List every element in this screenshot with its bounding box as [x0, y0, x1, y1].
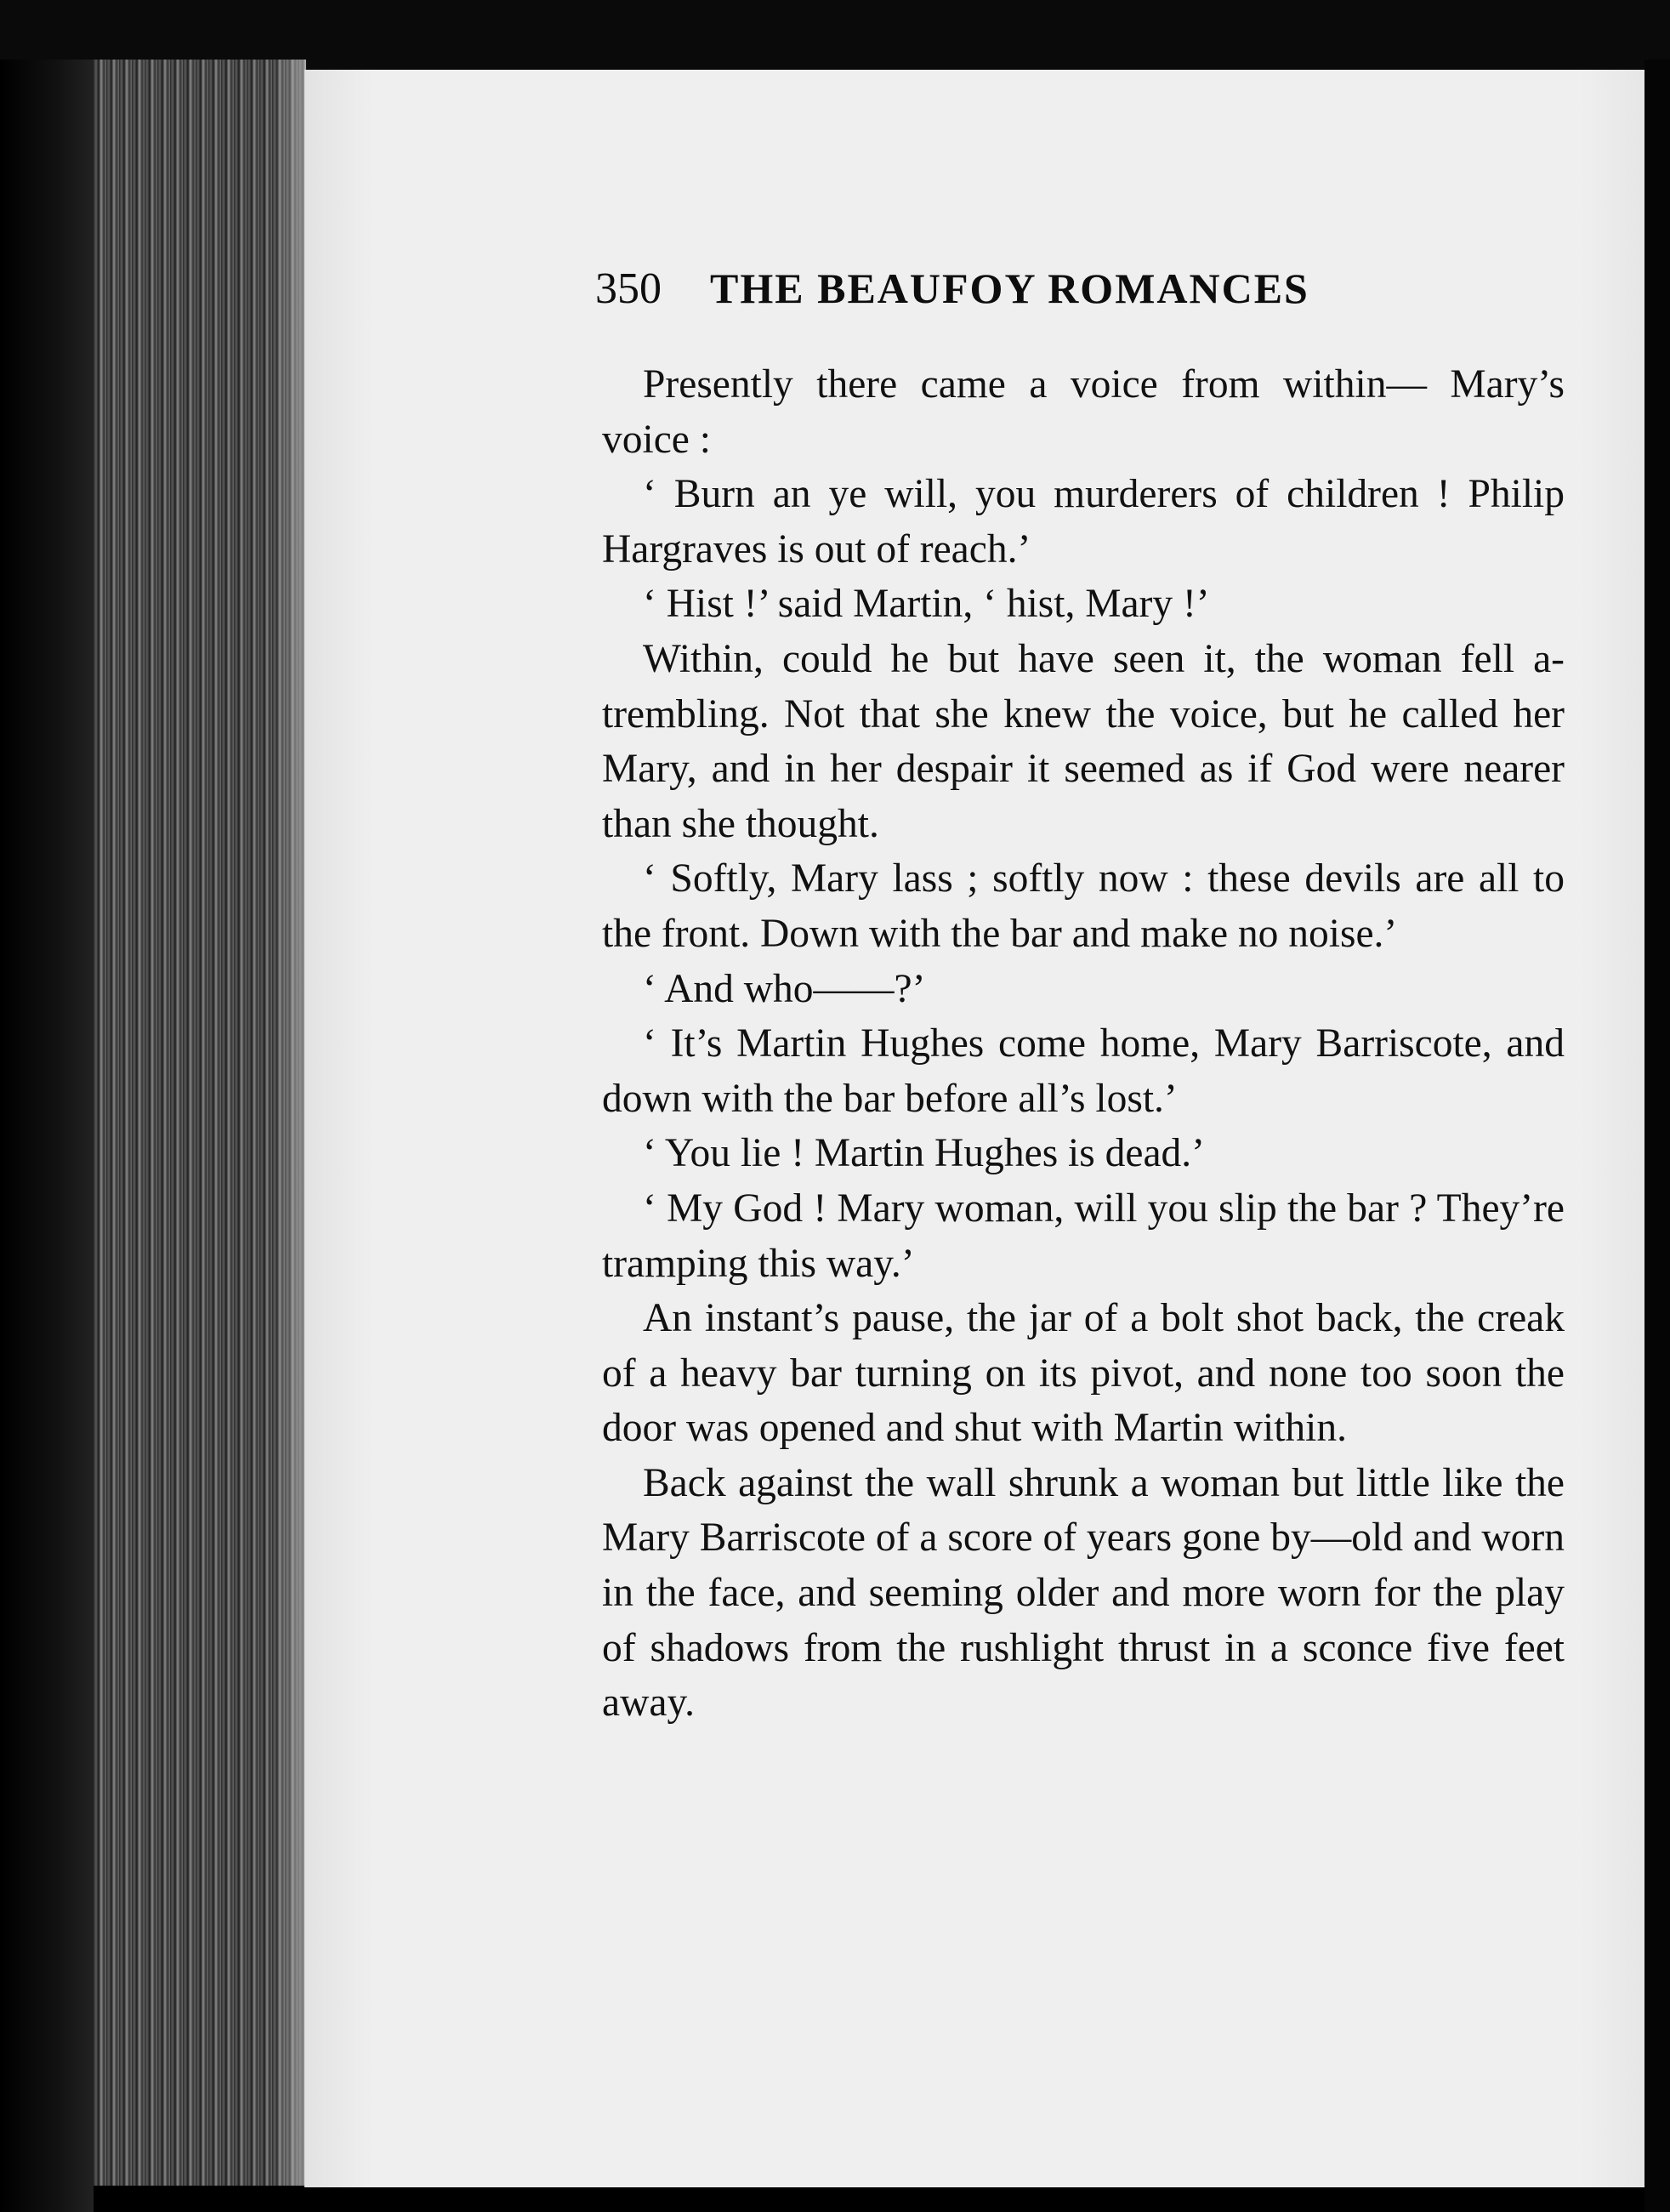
paragraph: Within, could he but have seen it, the woman fell a-trembling. Not that she knew the voice, but he called her Mary, and in her despair it seemed as if God were nearer than she thought.: [602, 636, 1565, 846]
book-page-edges: [94, 60, 306, 2186]
paragraph: ‘ And who——?’: [643, 966, 926, 1011]
paragraph: ‘ My God ! Mary woman, will you slip the bar ? They’re tramping this way.’: [602, 1186, 1565, 1286]
paragraph: Back against the wall shrunk a woman but little like the Mary Barriscote of a score of years gone by—old and worn in the face, and seeming older and more worn for the play of shadows from the rushlight thrust in a sconce five feet away.: [602, 1460, 1565, 1726]
page-number: 350: [595, 264, 662, 313]
paragraph: ‘ Softly, Mary lass ; softly now : these devils are all to the front. Down with the bar and make no noise.’: [602, 856, 1565, 956]
paragraph: ‘ You lie ! Martin Hughes is dead.’: [643, 1131, 1205, 1176]
book-spine-shadow: [0, 60, 94, 2212]
paragraph: Presently there came a voice from within— Mary’s voice :: [602, 362, 1565, 462]
running-title: THE BEAUFOY ROMANCES: [710, 264, 1309, 312]
paragraph: ‘ It’s Martin Hughes come home, Mary Barriscote, and down with the bar before all’s lost.’: [602, 1021, 1565, 1121]
background-right: [1644, 60, 1670, 2212]
paragraph: ‘ Hist !’ said Martin, ‘ hist, Mary !’: [643, 582, 1210, 627]
paragraph: ‘ Burn an ye will, you murderers of children ! Philip Hargraves is out of reach.’: [602, 472, 1565, 571]
body-text: [602, 357, 1565, 1731]
paragraph: An instant’s pause, the jar of a bolt shot back, the creak of a heavy bar turning on its pivot, and none too soon the door was opened and shut with Martin within.: [602, 1296, 1565, 1451]
page-header: [595, 264, 1573, 332]
